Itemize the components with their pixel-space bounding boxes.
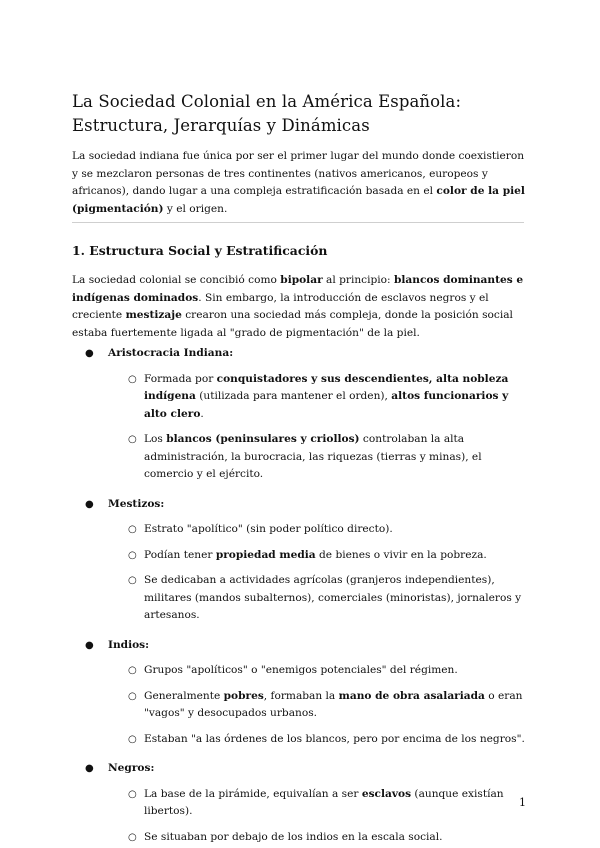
item-bold: propiedad media bbox=[215, 548, 316, 561]
filled-bullet-icon: ● bbox=[85, 498, 94, 510]
item-bold: esclavos bbox=[361, 787, 412, 800]
item-text: Formada por bbox=[144, 372, 217, 385]
group-name: Negros: bbox=[108, 762, 155, 774]
item-bold: mano de obra asalariada bbox=[338, 689, 485, 702]
item-text: Grupos "apolíticos" o "enemigos potenciales" del régimen. bbox=[144, 664, 458, 676]
item-text: Estrato "apolítico" (sin poder político directo). bbox=[144, 523, 393, 535]
intro-paragraph bbox=[72, 148, 532, 218]
filled-bullet-icon: ● bbox=[85, 639, 94, 651]
para-bold: blancos dominantes e indígenas dominados bbox=[72, 274, 524, 304]
list-item bbox=[108, 731, 532, 749]
list-item bbox=[108, 572, 532, 625]
item-text: La base de la pirámide, equivalían a ser bbox=[144, 787, 362, 800]
hollow-bullet-icon: ○ bbox=[128, 575, 137, 586]
item-text: Se situaban por debajo de los indios en la escala social. bbox=[144, 830, 443, 843]
intro-text: La sociedad indiana fue única por ser el primer lugar del mundo donde coexistieron y se mezclaron personas de tres continentes (nativos americanos, europeos y africanos), dando lugar a una compleja estratificación basada en el bbox=[72, 150, 525, 197]
item-bold: pobres bbox=[223, 689, 264, 702]
para-text: . Sin embargo, la introducción de esclavos negros y el creciente bbox=[72, 291, 489, 321]
item-text: . bbox=[200, 407, 204, 420]
group-subitems bbox=[108, 371, 532, 484]
group-item bbox=[72, 760, 532, 846]
item-text: (utilizada para mantener el orden), bbox=[195, 390, 392, 402]
item-text: Podían tener bbox=[144, 548, 216, 561]
group-item bbox=[72, 637, 532, 749]
list-item bbox=[108, 431, 532, 484]
item-text: de bienes o vivir en la pobreza. bbox=[315, 548, 487, 561]
hollow-bullet-icon: ○ bbox=[128, 733, 137, 745]
para-text: crearon una sociedad más compleja, donde la posición social estaba fuertemente ligada al "grado de pigmentación" de la piel. bbox=[72, 309, 513, 339]
para-text: La sociedad colonial se concibió como bbox=[72, 274, 281, 286]
para-text: al principio: bbox=[322, 274, 394, 286]
list-item bbox=[108, 662, 532, 680]
item-text: Estaban "a las órdenes de los blancos, pero por encima de los negros". bbox=[144, 732, 525, 745]
list-item bbox=[108, 547, 532, 565]
hollow-bullet-icon: ○ bbox=[128, 549, 137, 561]
hollow-bullet-icon: ○ bbox=[128, 831, 137, 843]
group-name: Mestizos: bbox=[108, 497, 165, 510]
item-text: (aunque existían libertos). bbox=[144, 787, 504, 817]
item-bold: altos funcionarios y alto clero bbox=[144, 390, 509, 420]
item-text: o eran "vagos" y desocupados urbanos. bbox=[144, 689, 523, 719]
document-title: La Sociedad Colonial en la América Española: Estructura, Jerarquías y Dinámicas bbox=[72, 92, 462, 135]
list-item bbox=[108, 521, 532, 539]
hollow-bullet-icon: ○ bbox=[128, 788, 137, 800]
group-item bbox=[72, 345, 532, 484]
item-text: , formaban la bbox=[263, 689, 339, 702]
para-bold: mestizaje bbox=[125, 309, 182, 321]
social-groups-list bbox=[72, 345, 532, 846]
section-heading: 1. Estructura Social y Estratificación bbox=[72, 243, 328, 258]
hollow-bullet-icon: ○ bbox=[128, 373, 137, 385]
item-text: Los bbox=[144, 433, 167, 445]
list-item bbox=[108, 829, 532, 847]
list-item bbox=[108, 371, 532, 424]
section-divider bbox=[72, 222, 524, 223]
hollow-bullet-icon: ○ bbox=[128, 524, 137, 535]
section-paragraph bbox=[72, 272, 532, 342]
intro-text: y el origen. bbox=[163, 202, 228, 215]
intro-bold: color de la piel (pigmentación) bbox=[72, 185, 525, 215]
page-number: 1 bbox=[519, 796, 526, 809]
item-bold: conquistadores y sus descendientes, alta nobleza indígena bbox=[144, 372, 509, 402]
item-bold: blancos (peninsulares y criollos) bbox=[166, 433, 360, 445]
para-bold: bipolar bbox=[280, 274, 323, 286]
group-name: Aristocracia Indiana: bbox=[108, 347, 234, 359]
group-subitems bbox=[108, 786, 532, 847]
item-text: Se dedicaban a actividades agrícolas (granjeros independientes), militares (mandos subalternos), comerciales (minoristas), jornaleros y artesanos. bbox=[144, 574, 522, 621]
hollow-bullet-icon: ○ bbox=[128, 665, 137, 676]
item-text: controlaban la alta administración, la burocracia, las riquezas (tierras y minas), el comercio y el ejército. bbox=[144, 433, 482, 480]
group-name: Indios: bbox=[108, 638, 150, 651]
group-subitems bbox=[108, 662, 532, 748]
group-subitems bbox=[108, 521, 532, 625]
group-item bbox=[72, 496, 532, 625]
filled-bullet-icon: ● bbox=[85, 763, 94, 774]
hollow-bullet-icon: ○ bbox=[128, 690, 137, 702]
item-text: Generalmente bbox=[144, 689, 224, 702]
list-item bbox=[108, 786, 532, 821]
hollow-bullet-icon: ○ bbox=[128, 434, 137, 445]
filled-bullet-icon: ● bbox=[85, 348, 94, 359]
list-item bbox=[108, 688, 532, 723]
